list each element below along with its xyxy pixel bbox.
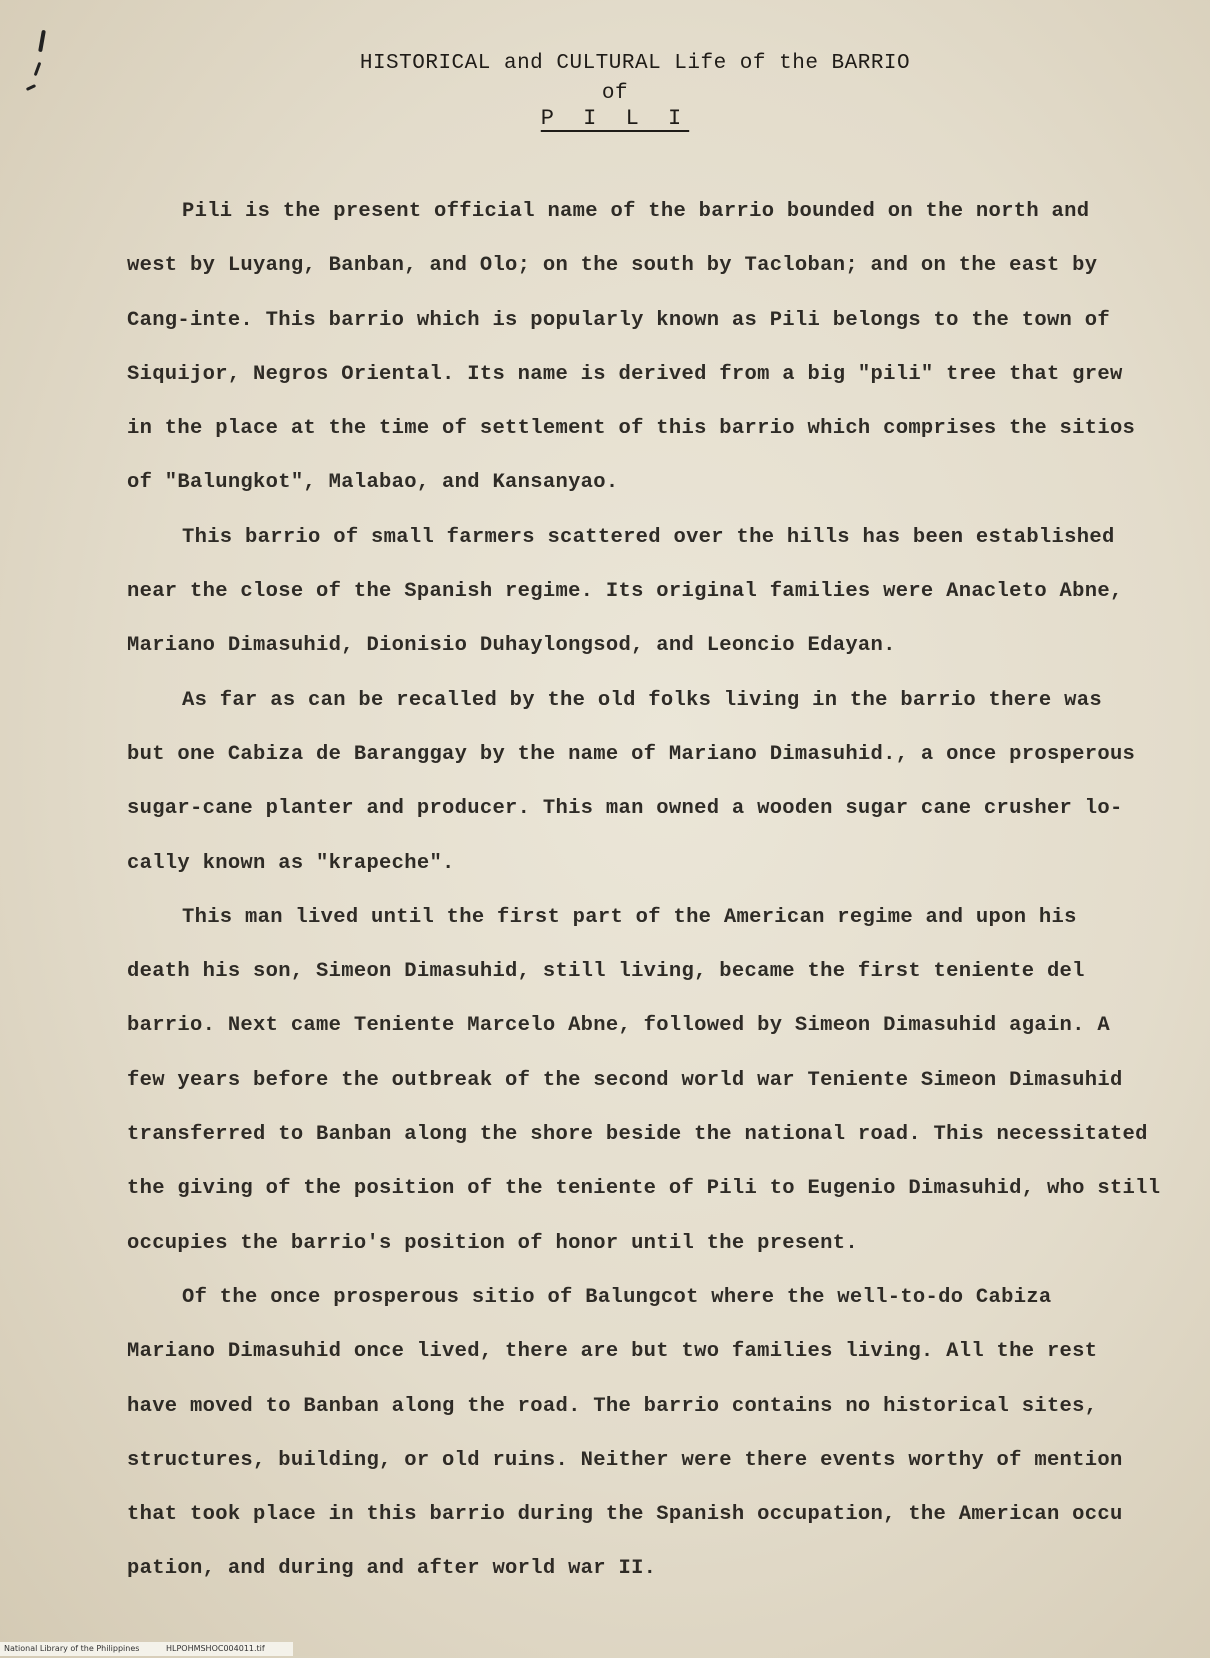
text-line: Cang-inte. This barrio which is popularly known as Pili belongs to the town of (127, 308, 1110, 332)
paragraph-3 (127, 674, 1187, 891)
text-line: pation, and during and after world war II. (127, 1557, 657, 1581)
text-line: Of the once prosperous sitio of Balungcot where the well-to-do Cabiza (182, 1285, 1052, 1309)
scan-footer (0, 1642, 293, 1656)
library-credit: National Library of the Philippines (4, 1644, 140, 1653)
file-identifier: HLPOHMSHOC004011.tif (165, 1644, 265, 1653)
paragraph-5 (127, 1271, 1187, 1597)
text-line: near the close of the Spanish regime. Its original families were Anacleto Abne, (127, 580, 1123, 604)
text-line: death his son, Simeon Dimasuhid, still living, became the first teniente del (127, 960, 1085, 984)
text-line: sugar-cane planter and producer. This man owned a wooden sugar cane crusher lo- (127, 797, 1123, 821)
paragraph-2 (127, 511, 1187, 674)
text-line: barrio. Next came Teniente Marcelo Abne, followed by Simeon Dimasuhid again. A (127, 1014, 1110, 1038)
paragraph-1 (127, 185, 1187, 511)
text-line: in the place at the time of settlement of this barrio which comprises the sitios (127, 417, 1136, 441)
text-line: of "Balungkot", Malabao, and Kansanyao. (127, 471, 619, 495)
text-line: This barrio of small farmers scattered over the hills has been established (182, 525, 1115, 549)
title-connector: of (601, 82, 629, 105)
text-line: west by Luyang, Banban, and Olo; on the south by Tacloban; and on the east by (127, 254, 1098, 278)
text-line: This man lived until the first part of the American regime and upon his (182, 905, 1077, 929)
barrio-name-heading (10, 105, 1210, 133)
margin-ink-mark (38, 30, 46, 52)
document-title: HISTORICAL and CULTURAL Life of the BARRIO (359, 52, 911, 75)
document-body (127, 185, 1187, 1597)
barrio-name-text: P I L I (540, 106, 690, 131)
text-line: few years before the outbreak of the second world war Teniente Simeon Dimasuhid (127, 1068, 1123, 1092)
text-line: structures, building, or old ruins. Neither were there events worthy of mention (127, 1448, 1123, 1472)
text-line: Mariano Dimasuhid, Dionisio Duhaylongsod, and Leoncio Edayan. (127, 634, 896, 658)
text-line: have moved to Banban along the road. The barrio contains no historical sites, (127, 1394, 1098, 1418)
paragraph-4 (127, 891, 1187, 1271)
text-line: that took place in this barrio during the Spanish occupation, the American occu (127, 1503, 1123, 1527)
text-line: Mariano Dimasuhid once lived, there are but two families living. All the rest (127, 1340, 1098, 1364)
text-line: the giving of the position of the teniente of Pili to Eugenio Dimasuhid, who still (127, 1177, 1161, 1201)
text-line: cally known as "krapeche". (127, 851, 455, 875)
text-line: Siquijor, Negros Oriental. Its name is derived from a big "pili" tree that grew (127, 362, 1123, 386)
text-line: occupies the barrio's position of honor until the present. (127, 1231, 858, 1255)
text-line: transferred to Banban along the shore beside the national road. This necessitated (127, 1123, 1148, 1147)
text-line: but one Cabiza de Baranggay by the name of Mariano Dimasuhid., a once prosperous (127, 742, 1136, 766)
text-line: As far as can be recalled by the old folks living in the barrio there was (182, 688, 1102, 712)
text-line: Pili is the present official name of the barrio bounded on the north and (182, 200, 1090, 223)
